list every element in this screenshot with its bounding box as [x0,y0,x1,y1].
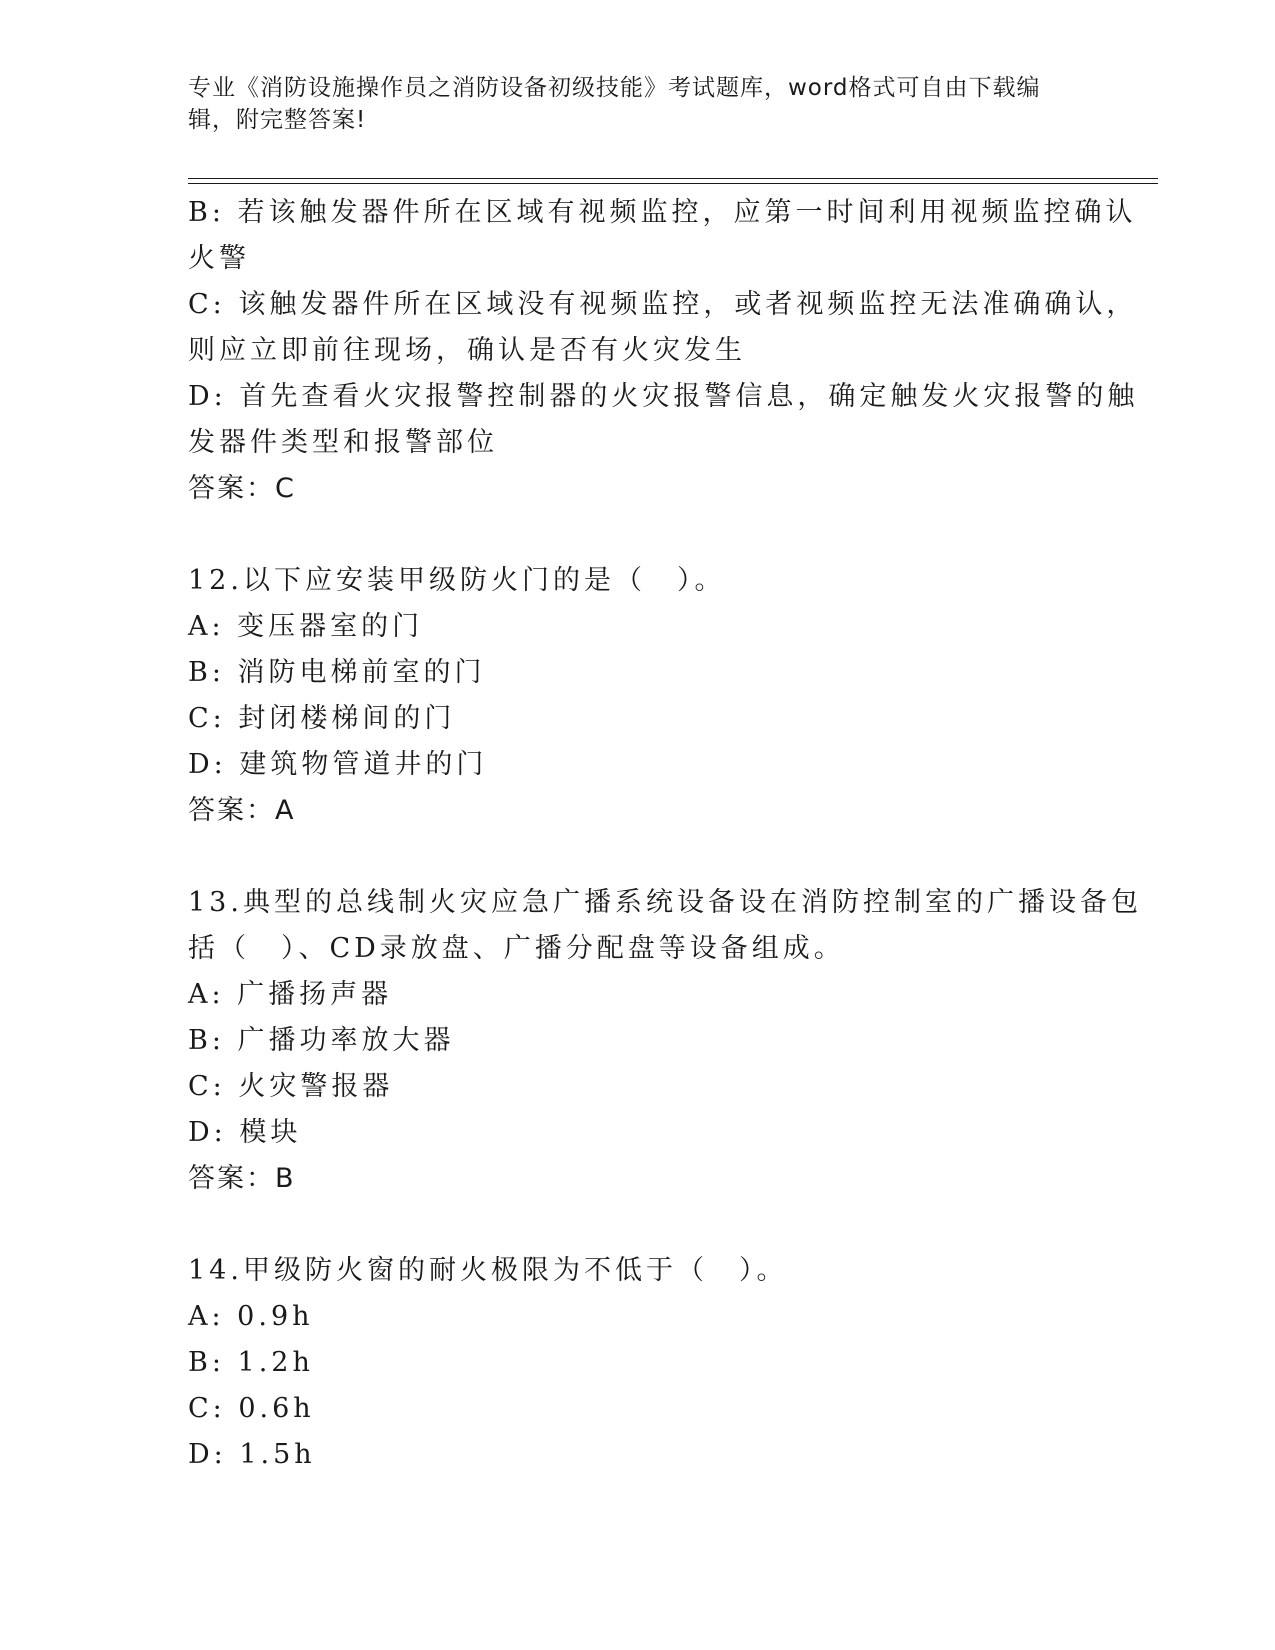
option-c: C: 封闭楼梯间的门 [188,703,456,734]
option-b-line-1: B: 若该触发器件所在区域有视频监控，应第一时间利用视频监控确认 [188,197,1137,228]
header-line-2: 辑，附完整答案! [188,107,367,133]
question-text: 14.甲级防火窗的耐火极限为不低于（ ）。 [188,1255,788,1286]
spacer [188,1202,1093,1248]
question-text-line-2: 括（ ）、CD录放盘、广播分配盘等设备组成。 [188,933,845,964]
answer: 答案：A [188,795,296,826]
option-c-line-1: C: 该触发器件所在区域没有视频监控，或者视频监控无法准确确认， [188,289,1138,320]
option-d-line-1: D: 首先查看火灾报警控制器的火灾报警信息，确定触发火灾报警的触 [188,381,1139,412]
option-b: B: 1.2h [188,1347,314,1378]
option-a: A: 广播扬声器 [188,979,393,1010]
header-double-rule [188,178,1158,184]
option-d: D: 模块 [188,1117,302,1148]
answer: 答案：C [188,473,296,504]
option-a: A: 变压器室的门 [188,611,424,642]
answer: 答案：B [188,1163,296,1194]
option-c-line-2: 则应立即前往现场，确认是否有火灾发生 [188,335,746,366]
question-14 [188,1248,1093,1478]
option-b-line-2: 火警 [188,243,250,274]
question-13 [188,880,1142,1202]
option-c: C: 0.6h [188,1393,315,1424]
option-d-line-2: 发器件类型和报警部位 [188,427,498,458]
option-a: A: 0.9h [188,1301,314,1332]
question-text-line-1: 13.典型的总线制火灾应急广播系统设备设在消防控制室的广播设备包 [188,887,1142,918]
question-text: 12.以下应安装甲级防火门的是（ ）。 [188,565,726,596]
document-body [188,190,1142,1478]
option-d: D: 1.5h [188,1439,316,1470]
question-fragment [188,190,1139,512]
option-b: B: 消防电梯前室的门 [188,657,486,688]
header-line-1: 专业《消防设施操作员之消防设备初级技能》考试题库，word格式可自由下载编 [188,75,1041,101]
spacer [188,512,1093,558]
option-b: B: 广播功率放大器 [188,1025,455,1056]
document-header [188,72,1088,136]
option-d: D: 建筑物管道井的门 [188,749,488,780]
spacer [188,834,1093,880]
question-12 [188,558,1093,834]
option-c: C: 火灾警报器 [188,1071,394,1102]
